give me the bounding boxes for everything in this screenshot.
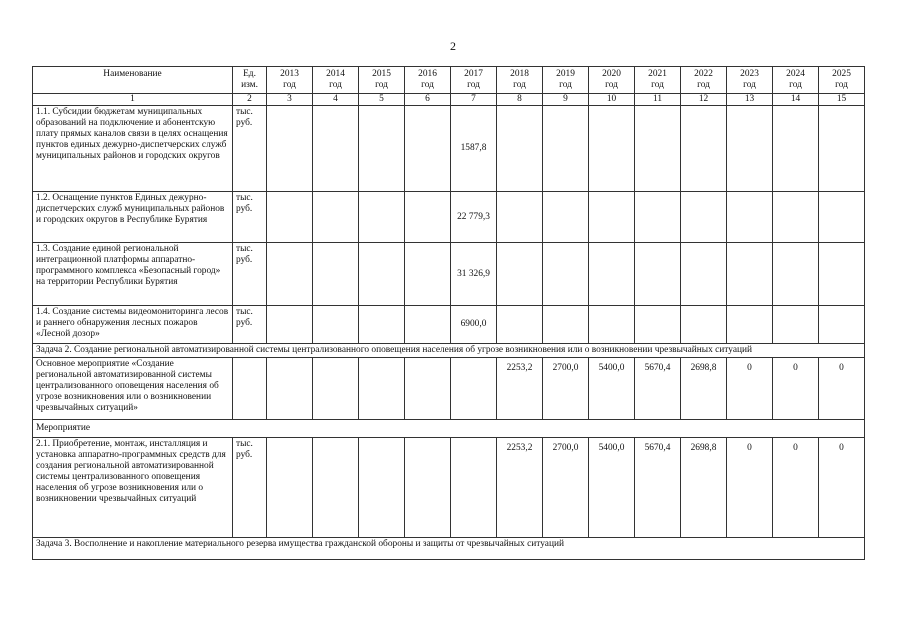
header-year: 2014 год (313, 67, 359, 94)
row-name: 1.2. Оснащение пунктов Единых дежурно-диспетчерских служб муниципальных районов и городских округов в Республике Бурятия (33, 192, 233, 243)
header-year: 2023 год (727, 67, 773, 94)
header-year: 2021 год (635, 67, 681, 94)
value-2025: 0 (819, 438, 865, 538)
event-label: Мероприятие (33, 420, 865, 438)
task-3-heading: Задача 3. Восполнение и накопление материального резерва имущества гражданской обороны и защиты от чрезвычайных ситуаций (33, 538, 865, 560)
header-year: 2018 год (497, 67, 543, 94)
header-year: 2024 год (773, 67, 819, 94)
row-unit: тыс. руб. (233, 306, 267, 344)
value-2021: 5670,4 (635, 438, 681, 538)
task-row (33, 344, 865, 358)
value-2017: 6900,0 (451, 306, 497, 344)
row-name: Основное мероприятие «Создание региональной автоматизированной системы централизованного оповещения населения об угрозе возникновения или о возникновении чрезвычайных ситуаций» (33, 358, 233, 420)
row-name: 2.1. Приобретение, монтаж, инсталляция и установка аппаратно-программных средств для создания региональной автоматизированной системы централизованного оповещения населения об угрозе возникновения или о возникновении чрезвычайных ситуаций (33, 438, 233, 538)
task-row (33, 538, 865, 560)
table-row (33, 106, 865, 192)
header-year: 2022 год (681, 67, 727, 94)
value-2017: 1587,8 (451, 106, 497, 192)
header-row (33, 67, 865, 94)
value-2021: 5670,4 (635, 358, 681, 420)
row-unit: тыс. руб. (233, 106, 267, 192)
financing-table (32, 66, 865, 560)
page-number: 2 (450, 39, 456, 53)
header-year: 2020 год (589, 67, 635, 94)
row-name: 1.4. Создание системы видеомониторинга лесов и раннего обнаружения лесных пожаров «Лесной дозор» (33, 306, 233, 344)
value-2023: 0 (727, 438, 773, 538)
value-2018: 2253,2 (497, 438, 543, 538)
table-row (33, 358, 865, 420)
header-name: Наименование (33, 67, 233, 94)
value-2018: 2253,2 (497, 358, 543, 420)
row-unit: тыс. руб. (233, 438, 267, 538)
table-row (33, 438, 865, 538)
header-year: 2019 год (543, 67, 589, 94)
value-2020: 5400,0 (589, 358, 635, 420)
value-2024: 0 (773, 438, 819, 538)
value-2022: 2698,8 (681, 438, 727, 538)
value-2023: 0 (727, 358, 773, 420)
event-label-row (33, 420, 865, 438)
header-year: 2013 год (267, 67, 313, 94)
table-row (33, 192, 865, 243)
table-row (33, 243, 865, 306)
row-name: 1.3. Создание единой региональной интеграционной платформы аппаратно-программного комплекса «Безопасный город» на территории Республики Бурятия (33, 243, 233, 306)
column-number-row: 1 2 3 4 5 6 7 8 9 10 11 12 13 14 15 (33, 94, 865, 106)
value-2022: 2698,8 (681, 358, 727, 420)
header-year: 2016 год (405, 67, 451, 94)
task-2-heading: Задача 2. Создание региональной автоматизированной системы централизованного оповещения населения об угрозе возникновения или о возникновении чрезвычайных ситуаций (33, 344, 865, 358)
header-year: 2025 год (819, 67, 865, 94)
table-row (33, 306, 865, 344)
row-name: 1.1. Субсидии бюджетам муниципальных образований на подключение и абонентскую плату прямых каналов связи в целях оснащения пунктов единых дежурно-диспетчерских служб муниципальных районов и городских округов (33, 106, 233, 192)
value-2017: 22 779,3 (451, 192, 497, 243)
row-unit (233, 358, 267, 420)
value-2019: 2700,0 (543, 358, 589, 420)
header-unit: Ед. изм. (233, 67, 267, 94)
row-unit: тыс. руб. (233, 192, 267, 243)
value-2025: 0 (819, 358, 865, 420)
value-2020: 5400,0 (589, 438, 635, 538)
row-unit: тыс. руб. (233, 243, 267, 306)
header-year: 2015 год (359, 67, 405, 94)
header-year: 2017 год (451, 67, 497, 94)
value-2017: 31 326,9 (451, 243, 497, 306)
value-2024: 0 (773, 358, 819, 420)
value-2019: 2700,0 (543, 438, 589, 538)
